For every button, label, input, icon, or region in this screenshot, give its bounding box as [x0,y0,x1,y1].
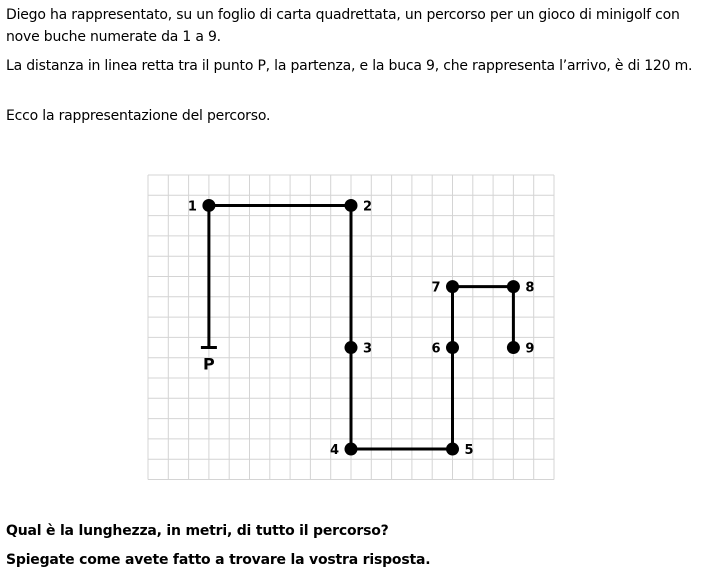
hole-9-dot [507,341,520,354]
hole-3-dot [345,341,358,354]
hole-2-label: 2 [363,199,373,215]
hole-4-dot [345,443,358,456]
start-label: P [203,354,215,374]
minigolf-course-diagram [140,170,560,482]
caption-paragraph: Ecco la rappresentazione del percorso. [6,108,271,124]
intro-paragraph: Diego ha rappresentato, su un foglio di carta quadrettata, un percorso per un gioco di minigolf con nove buche numerate da 1 a 9. [6,7,680,45]
hole-6-dot [446,341,459,354]
instruction-text: Spiegate come avete fatto a trovare la vostra risposta. [6,552,431,568]
hole-1-label: 1 [187,199,197,215]
distance-paragraph: La distanza in linea retta tra il punto P, la partenza, e la buca 9, che rappresenta l’arrivo, è di 120 m. [6,58,693,74]
hole-4-label: 4 [329,443,339,459]
hole-7-label: 7 [431,280,441,296]
hole-6-label: 6 [431,341,441,357]
hole-8-label: 8 [525,280,535,296]
hole-3-label: 3 [363,341,373,357]
hole-7-dot [446,280,459,293]
hole-2-dot [345,199,358,212]
course-path [209,205,514,449]
course-holes [188,199,535,458]
hole-9-label: 9 [525,341,535,357]
hole-5-label: 5 [464,443,474,459]
hole-8-dot [507,280,520,293]
course-route-line [209,205,514,449]
hole-5-dot [446,443,459,456]
hole-1-dot [202,199,215,212]
question-text: Qual è la lunghezza, in metri, di tutto il percorso? [6,523,389,539]
